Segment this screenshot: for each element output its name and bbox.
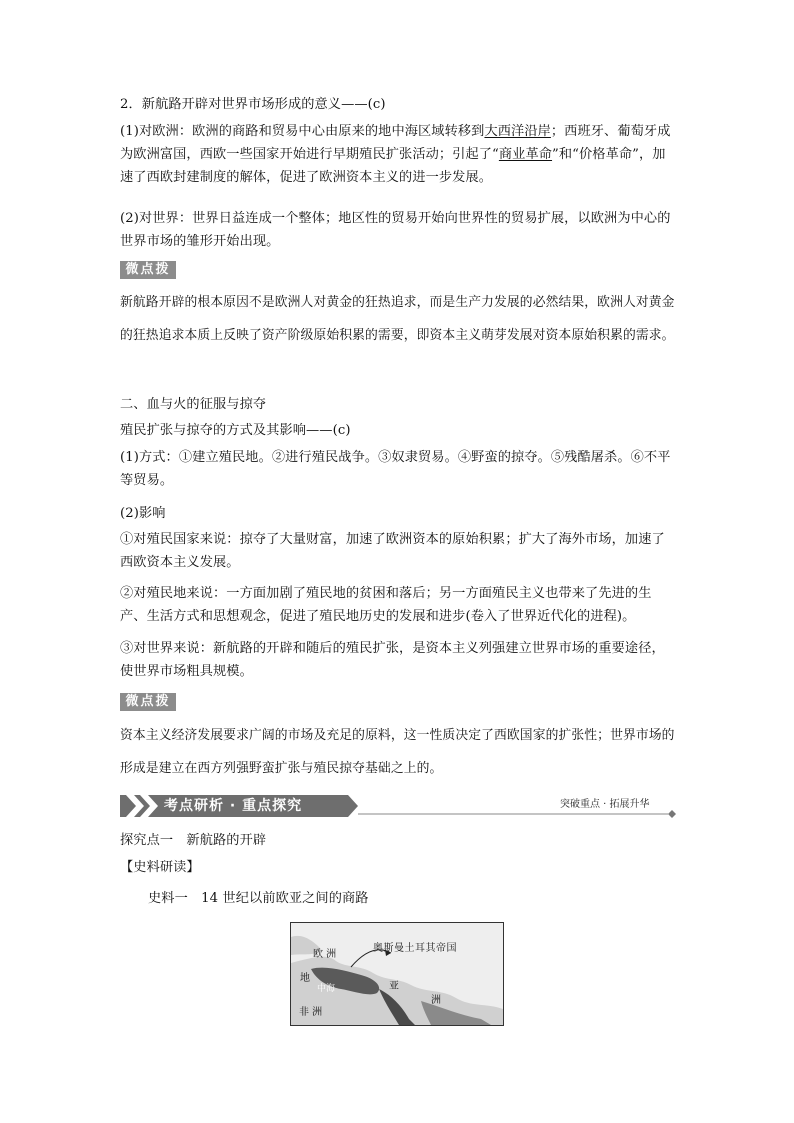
material-label: 【史料研读】 — [120, 860, 200, 875]
tip-label-1: 微点拨 — [120, 261, 176, 279]
map-label-di: 地 — [300, 973, 310, 984]
banner-title: 考点研析 · 重点探究 — [164, 798, 303, 814]
map-label-zhou: 洲 — [431, 995, 441, 1006]
impact-2: ②对殖民地来说：一方面加剧了殖民地的贫困和落后；另一方面殖民主义也带来了先进的生产、生活方式和思想观念，促进了殖民地历史的发展和进步(卷入了世界近代化的进程)。 — [120, 586, 652, 624]
tip-text-1: 新航路开辟的根本原因不是欧洲人对黄金的狂热追求，而是生产力发展的必然结果，欧洲人对黄金的狂热追求本质上反映了资产阶级原始积累的需要，即资本主义萌芽发展对资本原始积累的需求。 — [120, 295, 675, 343]
map-label-zhonghai: 中海 — [317, 984, 336, 994]
europe-text-2: ；西班牙、葡萄牙成为欧洲富国，西欧一些国家开始进行早期殖民扩张活动；引起了“ — [120, 124, 671, 162]
section2-heading: 2．新航路开辟对世界市场形成的意义——(c) — [120, 97, 386, 112]
diamond-icon — [668, 810, 676, 818]
impact-3: ③对世界来说：新航路的开辟和随后的殖民扩张，是资本主义列强建立世界市场的重要途径，使世界市场粗具规模。 — [120, 641, 665, 679]
source-1: 史料一 14 世纪以前欧亚之间的商路 — [148, 891, 369, 906]
underline-atlantic: 大西洋沿岸 — [484, 124, 551, 139]
map-label-ottoman: 奥斯曼土耳其帝国 — [373, 943, 457, 954]
explore-point: 探究点一 新航路的开辟 — [120, 833, 267, 848]
methods-text: (1)方式：①建立殖民地。②进行殖民战争。③奴隶贸易。④野蛮的掠夺。⑤残酷屠杀。⑥不平等贸易。 — [120, 450, 671, 488]
map-label-ya: 亚 — [389, 981, 399, 992]
trade-route-map — [290, 922, 504, 1026]
section-two-heading: 二、血与火的征服与掠夺 — [120, 397, 267, 412]
section2-world: (2)对世界：世界日益连成一个整体；地区性的贸易开始向世界性的贸易扩展，以欧洲为中心的世界市场的雏形开始出现。 — [120, 211, 671, 249]
section2-europe — [120, 120, 675, 189]
map-label-africa: 非 洲 — [299, 1007, 323, 1018]
map-label-europe: 欧 洲 — [313, 949, 337, 960]
tip-label-2: 微点拨 — [120, 693, 176, 711]
europe-text-1: (1)对欧洲：欧洲的商路和贸易中心由原来的地中海区域转移到 — [120, 124, 485, 139]
section-two-sub: 殖民扩张与掠夺的方式及其影响——(c) — [120, 423, 351, 438]
underline-commercial-revolution: 商业革命 — [498, 147, 553, 162]
tip-text-2: 资本主义经济发展要求广阔的市场及充足的原料，这一性质决定了西欧国家的扩张性；世界市场的形成是建立在西方列强野蛮扩张与殖民掠夺基础之上的。 — [120, 728, 675, 776]
section-banner — [120, 793, 680, 819]
europe-text-3: ”和“价格革命”，加速了西欧封建制度的解体，促进了欧洲资本主义的进一步发展。 — [120, 147, 666, 185]
banner-right: 突破重点 · 拓展升华 — [560, 799, 650, 810]
impact-1: ①对殖民国家来说：掠夺了大量财富，加速了欧洲资本的原始积累；扩大了海外市场，加速了西欧资本主义发展。 — [120, 532, 665, 570]
impact-label: (2)影响 — [120, 506, 166, 521]
